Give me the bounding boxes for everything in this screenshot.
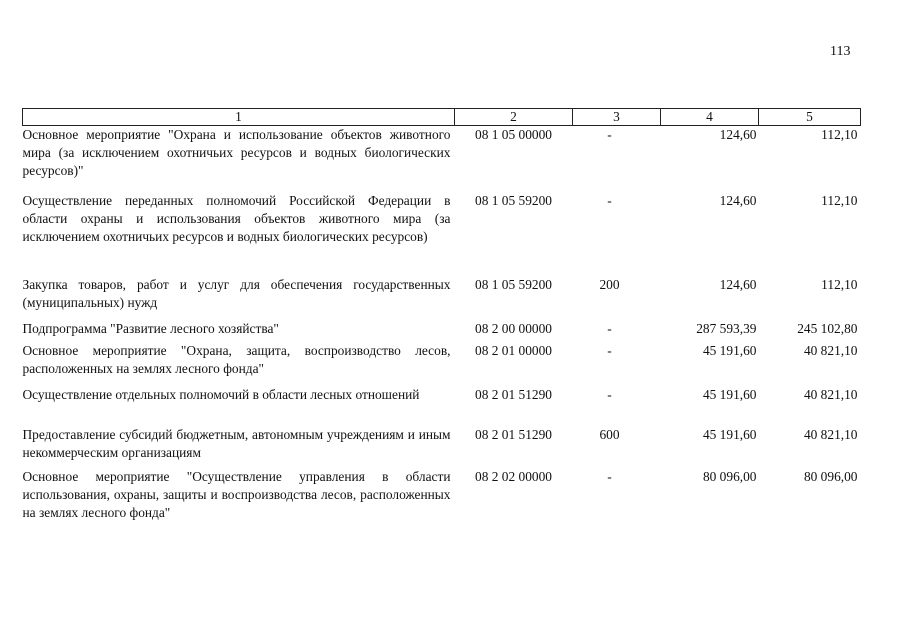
table-row bbox=[23, 386, 861, 426]
row-name: Предоставление субсидий бюджетным, автономным учреждениям и иным некоммерческим организациям bbox=[22, 427, 451, 460]
row-code: 08 2 01 51290 bbox=[475, 427, 552, 442]
table-row bbox=[23, 468, 861, 528]
row-expense-type: - bbox=[607, 387, 612, 402]
row-code: 08 2 01 51290 bbox=[475, 387, 552, 402]
row-code: 08 1 05 59200 bbox=[475, 277, 552, 292]
row-amount-col4: 80 096,00 bbox=[702, 469, 757, 484]
row-name: Основное мероприятие "Охрана, защита, воспроизводство лесов, расположенных на землях лесного фонда" bbox=[22, 343, 451, 376]
row-amount-col5: 245 102,80 bbox=[797, 321, 858, 336]
row-name: Осуществление переданных полномочий Российской Федерации в области охраны и использования объектов животного мира (за исключением охотничьих ресурсов и водных биологических ресурсов) bbox=[22, 193, 451, 244]
row-expense-type: - bbox=[607, 469, 612, 484]
row-amount-col4: 124,60 bbox=[719, 277, 757, 292]
table-row bbox=[23, 126, 861, 193]
row-expense-type: - bbox=[607, 193, 612, 208]
table-row bbox=[23, 426, 861, 468]
row-amount-col5: 112,10 bbox=[821, 127, 858, 142]
table-row bbox=[23, 320, 861, 342]
row-code: 08 1 05 59200 bbox=[475, 193, 552, 208]
table-header-row bbox=[23, 109, 861, 126]
row-amount-col5: 40 821,10 bbox=[803, 387, 858, 402]
column-header-2: 2 bbox=[455, 109, 573, 126]
row-amount-col4: 287 593,39 bbox=[696, 321, 757, 336]
row-expense-type: 600 bbox=[599, 427, 620, 442]
row-name: Подпрограмма "Развитие лесного хозяйства" bbox=[22, 321, 279, 336]
row-name: Основное мероприятие "Охрана и использование объектов животного мира (за исключением охотничьих ресурсов и водных биологических ресурсов)" bbox=[22, 127, 451, 178]
row-amount-col4: 124,60 bbox=[719, 127, 757, 142]
page-number: 113 bbox=[830, 44, 851, 59]
row-name: Осуществление отдельных полномочий в области лесных отношений bbox=[22, 387, 420, 402]
table-row bbox=[23, 276, 861, 320]
row-code: 08 1 05 00000 bbox=[475, 127, 552, 142]
row-expense-type: 200 bbox=[599, 277, 620, 292]
row-amount-col4: 124,60 bbox=[719, 193, 757, 208]
column-header-4: 4 bbox=[661, 109, 759, 126]
row-amount-col5: 112,10 bbox=[821, 277, 858, 292]
row-code: 08 2 00 00000 bbox=[475, 321, 552, 336]
row-code: 08 2 01 00000 bbox=[475, 343, 552, 358]
row-expense-type: - bbox=[607, 321, 612, 336]
column-header-1: 1 bbox=[23, 109, 455, 126]
row-amount-col5: 40 821,10 bbox=[803, 427, 858, 442]
budget-table bbox=[22, 108, 861, 528]
column-header-5: 5 bbox=[759, 109, 861, 126]
table-row bbox=[23, 342, 861, 386]
row-name: Закупка товаров, работ и услуг для обеспечения государственных (муниципальных) нужд bbox=[22, 277, 451, 310]
row-expense-type: - bbox=[607, 127, 612, 142]
row-code: 08 2 02 00000 bbox=[475, 469, 552, 484]
row-amount-col4: 45 191,60 bbox=[702, 343, 757, 358]
row-amount-col4: 45 191,60 bbox=[702, 427, 757, 442]
table-row bbox=[23, 192, 861, 276]
row-amount-col4: 45 191,60 bbox=[702, 387, 757, 402]
row-amount-col5: 40 821,10 bbox=[803, 343, 858, 358]
row-amount-col5: 112,10 bbox=[821, 193, 858, 208]
column-header-3: 3 bbox=[573, 109, 661, 126]
row-expense-type: - bbox=[607, 343, 612, 358]
row-name: Основное мероприятие "Осуществление управления в области использования, охраны, защиты и воспроизводства лесов, расположенных на землях лесного фонда" bbox=[22, 469, 451, 520]
row-amount-col5: 80 096,00 bbox=[803, 469, 858, 484]
